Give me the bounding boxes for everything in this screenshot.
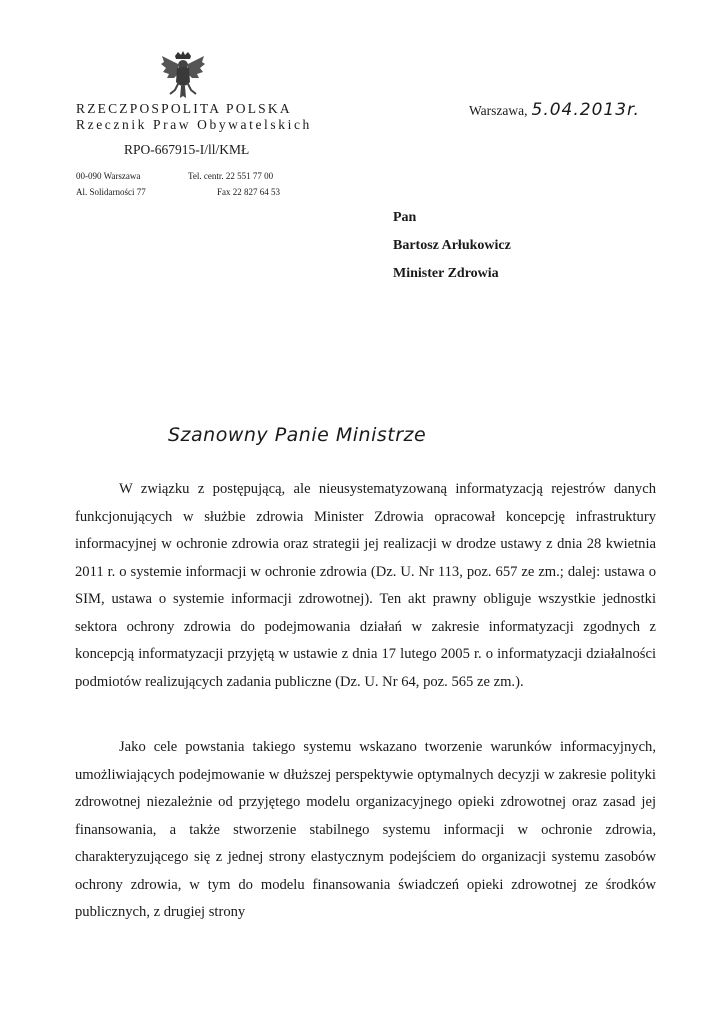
recipient-title: Pan (393, 210, 417, 225)
reference-number: RPO-667915-I/ll/KMŁ (124, 142, 250, 157)
phone-number: Tel. centr. 22 551 77 00 (188, 171, 274, 181)
handwritten-salutation: Szanowny Panie Ministrze (168, 424, 427, 446)
address-line-2: Al. Solidarności 77 (76, 187, 146, 197)
body-paragraph-2 (75, 734, 656, 927)
office-subtitle: Rzecznik Praw Obywatelskich (76, 117, 312, 132)
fax-number: Fax 22 827 64 53 (217, 187, 280, 197)
place-date (469, 102, 640, 119)
recipient-name: Bartosz Arłukowicz (393, 238, 511, 253)
place-name: Warszawa, (469, 103, 528, 118)
recipient-position: Minister Zdrowia (393, 266, 499, 281)
handwritten-date: 5.04.2013r. (531, 100, 640, 120)
address-line-1: 00-090 Warszawa (76, 171, 141, 181)
office-name: RZECZPOSPOLITA POLSKA (76, 101, 292, 116)
paragraph-text: Jako cele powstania takiego systemu wskazano tworzenie warunków informacyjnych, umożliwiających podejmowanie w dłuższej perspektywie optymalnych decyzji w zakresie polityki zdrowotnej niezależnie od przyjętego modelu organizacyjnego opieki zdrowotnej oraz zasad jej finansowania, a także stworzenie stabilnego systemu informacji w ochronie zdrowia, charakteryzującego się z jednej strony elastycznym podejściem do organizacji systemu zasobów ochrony zdrowia, w tym do modelu finansowania świadczeń opieki zdrowotnej ze środków publicznych, z drugiej strony (75, 739, 656, 920)
body-paragraph-1 (75, 476, 656, 696)
eagle-emblem-icon (160, 50, 206, 102)
paragraph-text: W związku z postępującą, ale nieusystematyzowaną informatyzacją rejestrów danych funkcjonujących w służbie zdrowia Minister Zdrowia opracował koncepcję infrastruktury informacyjnej w ochronie zdrowia oraz strategii jej realizacji w drodze ustawy z dnia 28 kwietnia 2011 r. o systemie informacji w ochronie zdrowia (Dz. U. Nr 113, poz. 657 ze zm.; dalej: ustawa o SIM, ustawa o systemie informacji zdrowotnej). Ten akt prawny obliguje wszystkie jednostki sektora ochrony zdrowia do podejmowania działań w zakresie informatyzacji zgodnych z koncepcją informatyzacji przyjętą w ustawie z dnia 17 lutego 2005 r. o informatyzacji działalności podmiotów realizujących zadania publiczne (Dz. U. Nr 64, poz. 565 ze zm.). (75, 481, 656, 690)
